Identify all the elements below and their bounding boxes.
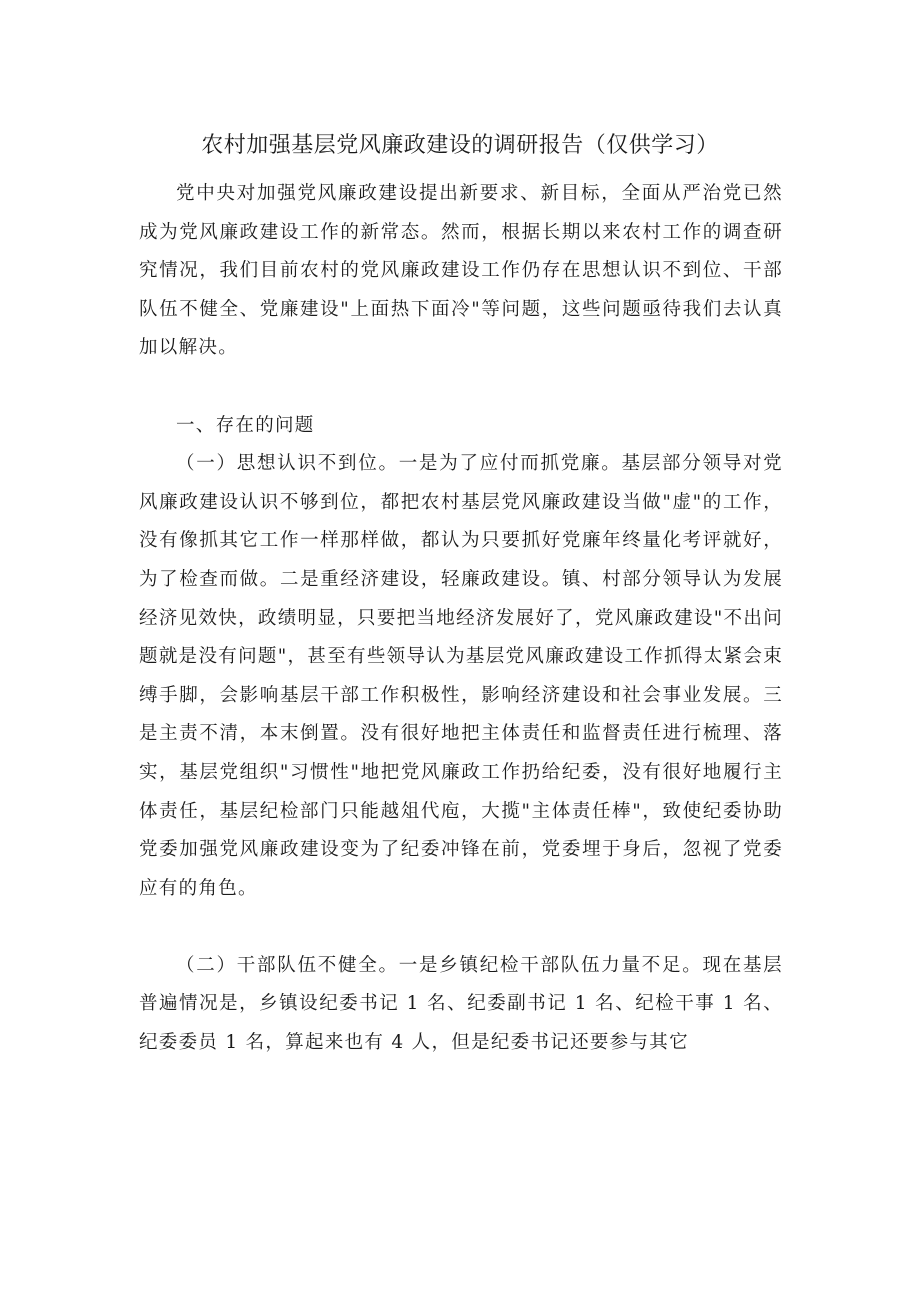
- paragraph-spacer: [139, 908, 783, 947]
- paragraph-thinking: （一）思想认识不到位。一是为了应付而抓党廉。基层部分领导对党风廉政建设认识不够到位，都把农村基层党风廉政建设当做"虚"的工作，没有像抓其它工作一样那样做，都认为只要抓好党廉年终量化考评就好，为了检查而做。二是重经济建设，轻廉政建设。镇、村部分领导认为发展经济见效快，政绩明显，只要把当地经济发展好了，党风廉政建设"不出问题就是没有问题"，甚至有些领导认为基层党风廉政建设工作抓得太紧会束缚手脚，会影响基层干部工作积极性，影响经济建设和社会事业发展。三是主责不清，本末倒置。没有很好地把主体责任和监督责任进行梳理、落实，基层党组织"习惯性"地把党风廉政工作扔给纪委，没有很好地履行主体责任，基层纪检部门只能越俎代庖，大揽"主体责任棒"，致使纪委协助党委加强党风廉政建设变为了纪委冲锋在前，党委埋于身后，忽视了党委应有的角色。: [139, 453, 783, 899]
- document-title: 农村加强基层党风廉政建设的调研报告（仅供学习）: [201, 133, 719, 158]
- paragraph-cadre-team: （二）干部队伍不健全。一是乡镇纪检干部队伍力量不足。现在基层普遍情况是，乡镇设纪委书记 1 名、纪委副书记 1 名、纪检干事 1 名、纪委委员 1 名，算起来也有 4 人，但是纪委书记还要参与其它: [139, 954, 783, 1054]
- intro-paragraph: 党中央对加强党风廉政建设提出新要求、新目标，全面从严治党已然成为党风廉政建设工作的新常态。然而，根据长期以来农村工作的调查研究情况，我们目前农村的党风廉政建设工作仍存在思想认识不到位、干部队伍不健全、党廉建设"上面热下面冷"等问题，这些问题亟待我们去认真加以解决。: [139, 183, 783, 359]
- document-body: [139, 175, 783, 1063]
- section-heading: 一、存在的问题: [176, 414, 315, 436]
- paragraph-spacer: [139, 368, 783, 407]
